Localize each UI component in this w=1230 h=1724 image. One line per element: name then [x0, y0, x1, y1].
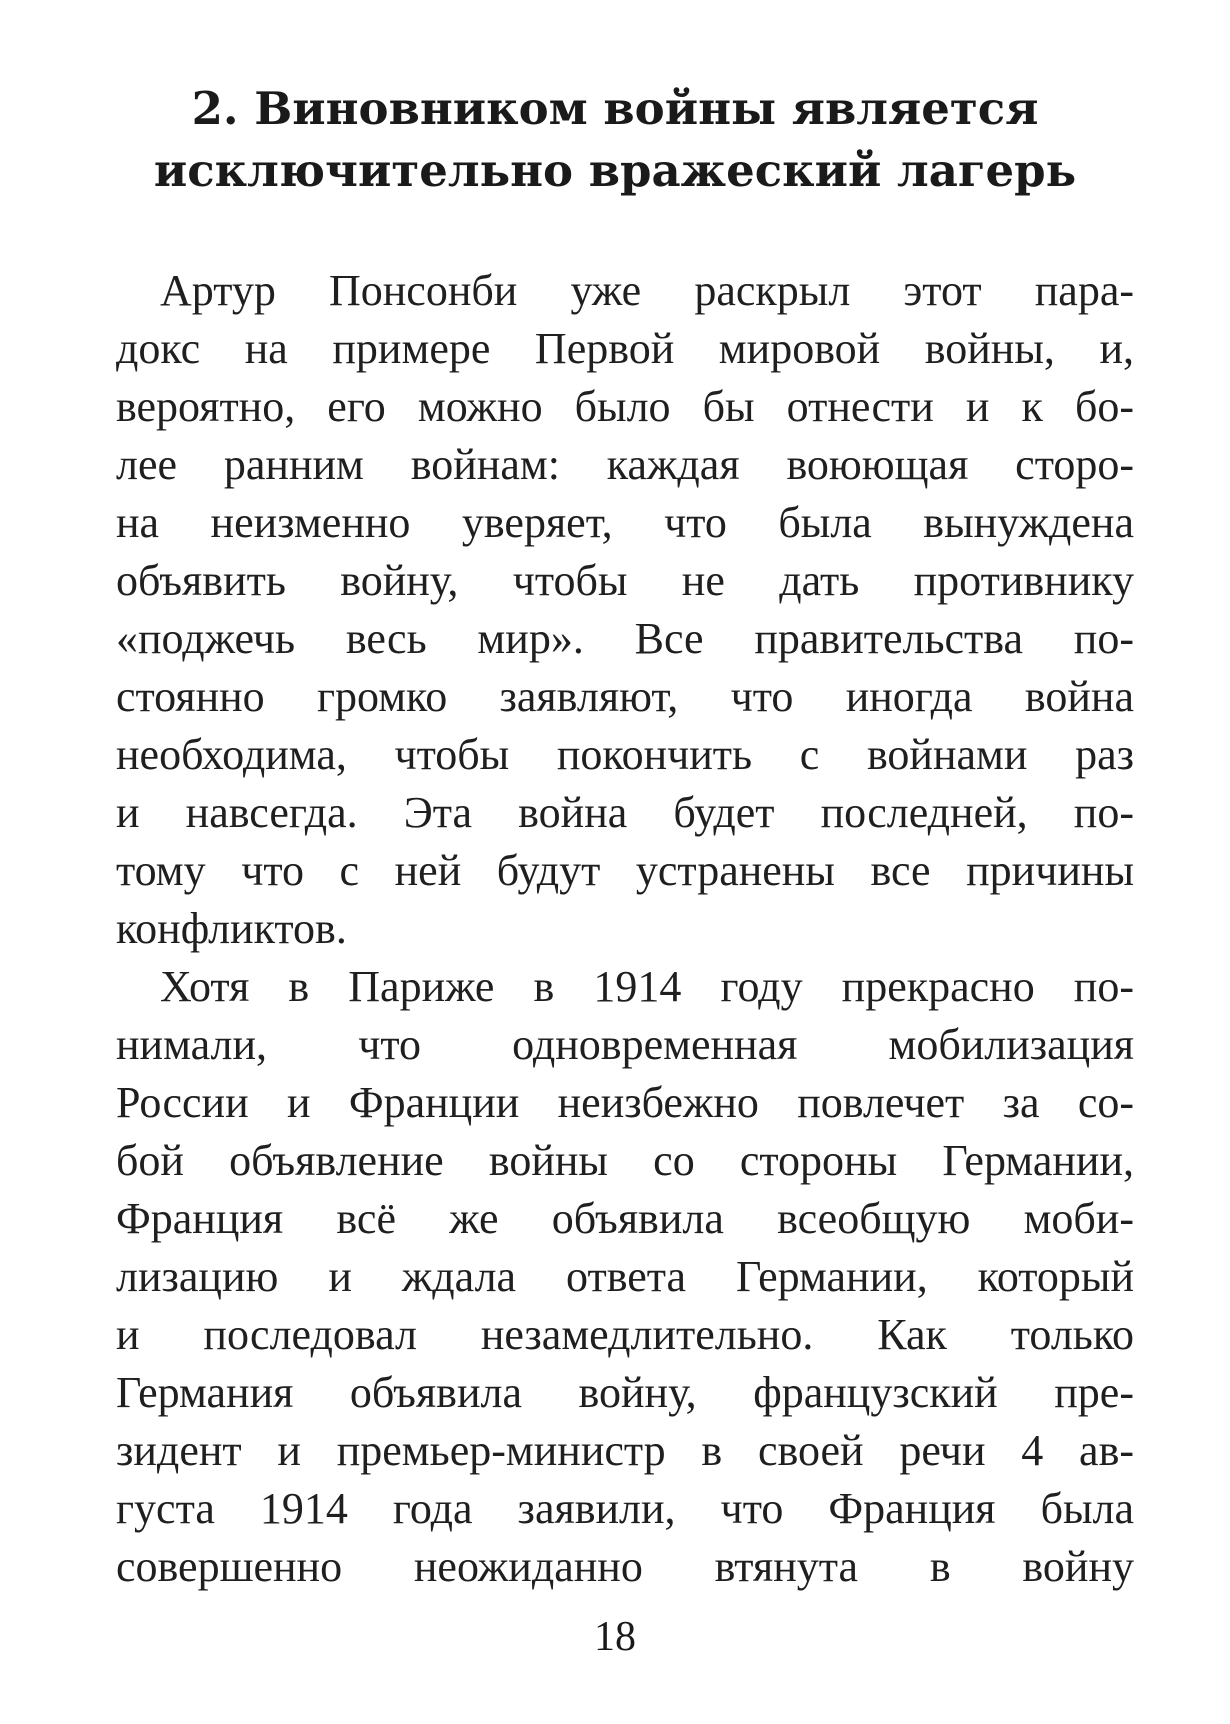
text-line: докс на примере Первой мировой войны, и,: [116, 324, 1134, 373]
text-line: «поджечь весь мир». Все правительства по-: [116, 614, 1134, 663]
text-line: тому что с ней будут устранены все причины: [116, 846, 1134, 895]
text-line: на неизменно уверяет, что была вынуждена: [116, 498, 1134, 547]
text-line: лее ранним войнам: каждая воюющая сторо-: [116, 440, 1134, 489]
text-line: совершенно неожиданно втянута в войну: [116, 1542, 1134, 1591]
text-line: зидент и премьер-министр в своей речи 4 ав-: [116, 1426, 1134, 1475]
text-line: нимали, что одновременная мобилизация: [116, 1020, 1134, 1069]
body-text: [116, 262, 1134, 1596]
text-line: необходима, чтобы покончить с войнами раз: [116, 730, 1134, 779]
chapter-title-line: 2. Виновником войны является: [191, 82, 1039, 135]
text-line: бой объявление войны со стороны Германии,: [116, 1136, 1134, 1185]
text-line: Хотя в Париже в 1914 году прекрасно по-: [160, 962, 1134, 1011]
text-line: Артур Понсонби уже раскрыл этот пара-: [160, 266, 1134, 315]
text-line: стоянно громко заявляют, что иногда война: [116, 672, 1134, 721]
text-line: конфликтов.: [116, 904, 347, 953]
text-line: Германия объявила войну, французский пре-: [116, 1368, 1134, 1417]
text-line: и последовал незамедлительно. Как только: [116, 1310, 1134, 1359]
text-line: объявить войну, чтобы не дать противнику: [116, 556, 1134, 605]
chapter-title-line: исключительно вражеский лагерь: [153, 144, 1077, 197]
page-number: 18: [594, 1614, 636, 1660]
text-line: и навсегда. Эта война будет последней, по-: [116, 788, 1134, 837]
text-line: лизацию и ждала ответа Германии, который: [116, 1252, 1134, 1301]
paragraph-2: [116, 958, 1134, 1596]
chapter-title: [100, 78, 1130, 202]
paragraph-1: [116, 262, 1134, 958]
text-line: густа 1914 года заявили, что Франция была: [116, 1484, 1134, 1533]
text-line: вероятно, его можно было бы отнести и к бо-: [116, 382, 1134, 431]
text-line: Франция всё же объявила всеобщую моби-: [116, 1194, 1134, 1243]
text-line: России и Франции неизбежно повлечет за со-: [116, 1078, 1134, 1127]
